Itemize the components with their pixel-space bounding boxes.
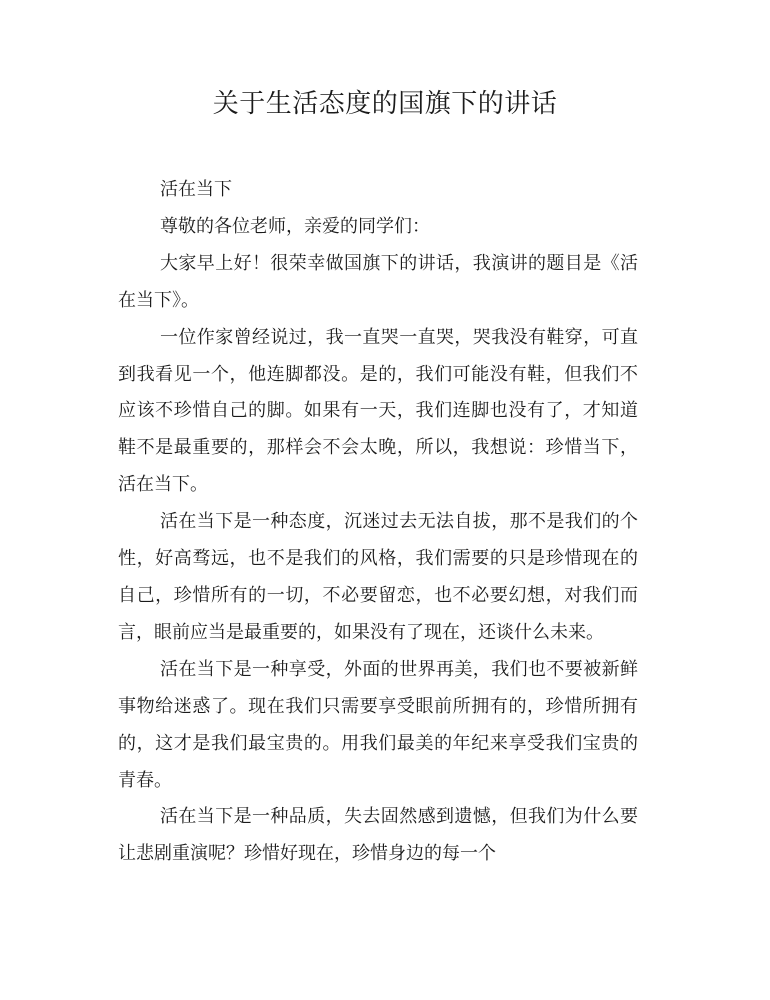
paragraph: 活在当下是一种享受，外面的世界再美，我们也不要被新鲜事物给迷惑了。现在我们只需要享受眼前所拥有的，珍惜所拥有的，这才是我们最宝贵的。用我们最美的年纪来享受我们宝贵的青春。 — [118, 658, 638, 791]
document-body — [118, 172, 638, 873]
salutation: 尊敬的各位老师，亲爱的同学们： — [160, 215, 430, 237]
paragraph: 大家早上好！很荣幸做国旗下的讲话，我演讲的题目是《活在当下》。 — [118, 252, 638, 311]
document-title: 关于生活态度的国旗下的讲话 — [212, 89, 558, 119]
paragraph: 活在当下是一种品质，失去固然感到遗憾，但我们为什么要让悲剧重演呢？珍惜好现在，珍惜身边的每一个 — [118, 806, 638, 865]
paragraph: 一位作家曾经说过，我一直哭一直哭，哭我没有鞋穿，可直到我看见一个，他连脚都没。是的，我们可能没有鞋，但我们不应该不珍惜自己的脚。如果有一天，我们连脚也没有了，才知道鞋不是最重要的，那样会不会太晚，所以，我想说：珍惜当下，活在当下。 — [118, 326, 638, 496]
paragraph: 活在当下是一种态度，沉迷过去无法自拔，那不是我们的个性，好高骛远，也不是我们的风格，我们需要的只是珍惜现在的自己，珍惜所有的一切，不必要留恋，也不必要幻想，对我们而言，眼前应当是最重要的，如果没有了现在，还谈什么未来。 — [118, 511, 638, 643]
speech-heading: 活在当下 — [160, 179, 232, 200]
